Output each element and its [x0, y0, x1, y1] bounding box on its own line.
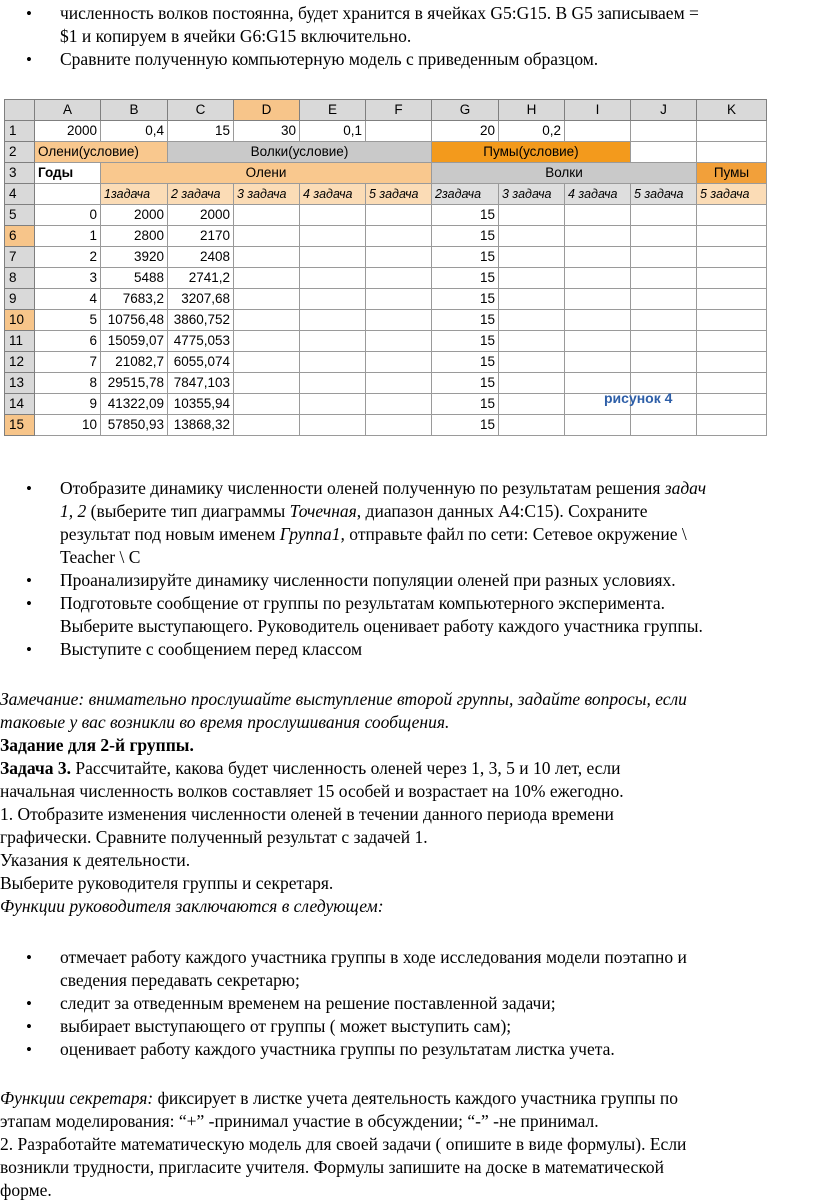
sheet-data-row: [5, 331, 767, 352]
cell-g1[interactable]: 20: [432, 121, 499, 142]
empty-cell[interactable]: [499, 352, 565, 373]
deer-task1-cell[interactable]: 2800: [101, 226, 168, 247]
cell-a1[interactable]: 2000: [35, 121, 101, 142]
empty-cell[interactable]: [300, 331, 366, 352]
row-header[interactable]: 7: [5, 247, 35, 268]
cell-b1[interactable]: 0,4: [101, 121, 168, 142]
cell-c1[interactable]: 15: [168, 121, 234, 142]
year-cell[interactable]: 2: [35, 247, 101, 268]
empty-cell[interactable]: [366, 310, 432, 331]
bullet-item: [0, 946, 816, 992]
task-header-cell[interactable]: 5 задача: [631, 184, 697, 205]
task-header-cell[interactable]: 5 задача: [366, 184, 432, 205]
bullet-item: [0, 1038, 816, 1061]
deer-task1-cell[interactable]: 7683,2: [101, 289, 168, 310]
empty-cell[interactable]: [631, 352, 697, 373]
cell-j2[interactable]: [631, 142, 697, 163]
col-header-c[interactable]: C: [168, 100, 234, 121]
empty-cell[interactable]: [565, 310, 631, 331]
secretary-text: фиксирует в листке учета деятельность каждого участника группы по: [153, 1088, 679, 1108]
empty-cell[interactable]: [565, 352, 631, 373]
empty-cell[interactable]: [565, 247, 631, 268]
sheet-data-row: [5, 247, 767, 268]
bullet-text: , диапазон данных А4:С15). Сохраните: [356, 501, 648, 521]
task-header-cell[interactable]: 3 задача: [499, 184, 565, 205]
bullet-text: сведения передавать секретарю;: [60, 970, 300, 990]
bullet-item: [0, 592, 816, 638]
col-header-h[interactable]: H: [499, 100, 565, 121]
bullet-text: (выберите тип диаграммы: [86, 501, 290, 521]
spreadsheet-figure: [4, 99, 766, 451]
empty-cell[interactable]: [300, 226, 366, 247]
deer-task1-cell[interactable]: 2000: [101, 205, 168, 226]
cell-h1[interactable]: 0,2: [499, 121, 565, 142]
row-header[interactable]: 8: [5, 268, 35, 289]
empty-cell[interactable]: [300, 352, 366, 373]
empty-cell[interactable]: [234, 226, 300, 247]
task3-label: Задача 3.: [0, 758, 72, 778]
wolves-task2-cell[interactable]: 15: [432, 226, 499, 247]
wolves-task2-cell[interactable]: 15: [432, 394, 499, 415]
sheet-row-4: [5, 184, 767, 205]
empty-cell[interactable]: [697, 394, 767, 415]
year-cell[interactable]: 10: [35, 415, 101, 436]
sheet-data-row: [5, 226, 767, 247]
empty-cell[interactable]: [697, 331, 767, 352]
sheet-data-row: [5, 289, 767, 310]
col-header-g[interactable]: G: [432, 100, 499, 121]
bullet-text: результат под новым именем: [60, 524, 280, 544]
deer-task1-cell[interactable]: 15059,07: [101, 331, 168, 352]
sheet-data-row: [5, 415, 767, 436]
deer-task1-cell[interactable]: 41322,09: [101, 394, 168, 415]
empty-cell[interactable]: [565, 289, 631, 310]
sheet-row-2: [5, 142, 767, 163]
empty-cell[interactable]: [631, 268, 697, 289]
final-text: форме.: [0, 1180, 52, 1200]
empty-cell[interactable]: [631, 226, 697, 247]
cell-a4[interactable]: [35, 184, 101, 205]
row-header[interactable]: 6: [5, 226, 35, 247]
leader-bullet-list: [0, 946, 816, 1061]
bullet-text: оценивает работу каждого участника группы по результатам листка учета.: [60, 1039, 615, 1059]
empty-cell[interactable]: [499, 373, 565, 394]
bullet-text: Выберите выступающего. Руководитель оценивает работу каждого участника группы.: [60, 616, 703, 636]
bullet-text: $1 и копируем в ячейки G6:G15 включительно.: [60, 26, 412, 46]
empty-cell[interactable]: [300, 289, 366, 310]
task3-text: Рассчитайте, какова будет численность оленей через 1, 3, 5 и 10 лет, если: [71, 758, 621, 778]
col-header-k[interactable]: K: [697, 100, 767, 121]
cell-k2[interactable]: [697, 142, 767, 163]
sheet-row-3: [5, 163, 767, 184]
task-header-cell[interactable]: 4 задача: [565, 184, 631, 205]
empty-cell[interactable]: [499, 268, 565, 289]
years-header-cell[interactable]: Годы: [35, 163, 101, 184]
task-heading: Задание для 2-й группы.: [0, 735, 194, 755]
remark-line: таковые у вас возникли во время прослушивания сообщения.: [0, 712, 450, 732]
empty-cell[interactable]: [565, 226, 631, 247]
row-header[interactable]: 1: [5, 121, 35, 142]
row-header[interactable]: 4: [5, 184, 35, 205]
deer-task1-cell[interactable]: 29515,78: [101, 373, 168, 394]
deer-task2-cell[interactable]: 7847,103: [168, 373, 234, 394]
empty-cell[interactable]: [234, 415, 300, 436]
task-header-cell[interactable]: 4 задача: [300, 184, 366, 205]
bullet-text: Teacher \ C: [60, 547, 141, 567]
deer-task2-cell[interactable]: 3860,752: [168, 310, 234, 331]
task3-text: Выберите руководителя группы и секретаря.: [0, 873, 334, 893]
spreadsheet-grid: [4, 99, 767, 436]
deer-task2-cell[interactable]: 6055,074: [168, 352, 234, 373]
wolves-task2-cell[interactable]: 15: [432, 373, 499, 394]
empty-cell[interactable]: [697, 205, 767, 226]
final-text: 2. Разработайте математическую модель для своей задачи ( опишите в виде формулы). Если: [0, 1134, 687, 1154]
year-cell[interactable]: 1: [35, 226, 101, 247]
cell-e1[interactable]: 0,1: [300, 121, 366, 142]
row-header[interactable]: 15: [5, 415, 35, 436]
secretary-line: [0, 1087, 816, 1110]
empty-cell[interactable]: [697, 415, 767, 436]
year-cell[interactable]: 6: [35, 331, 101, 352]
task-header-cell[interactable]: 3 задача: [234, 184, 300, 205]
empty-cell[interactable]: [499, 289, 565, 310]
empty-cell[interactable]: [499, 331, 565, 352]
empty-cell[interactable]: [697, 310, 767, 331]
wolves-task2-cell[interactable]: 15: [432, 247, 499, 268]
bullet-text: Подготовьте сообщение от группы по результатам компьютерного эксперимента.: [60, 593, 666, 613]
empty-cell[interactable]: [697, 289, 767, 310]
task-header-cell[interactable]: 1задача: [101, 184, 168, 205]
deer-task2-cell[interactable]: 3207,68: [168, 289, 234, 310]
year-cell[interactable]: 8: [35, 373, 101, 394]
empty-cell[interactable]: [234, 310, 300, 331]
year-cell[interactable]: 9: [35, 394, 101, 415]
column-header-row: [5, 100, 767, 121]
empty-cell[interactable]: [234, 331, 300, 352]
empty-cell[interactable]: [565, 331, 631, 352]
wolves-task2-cell[interactable]: 15: [432, 205, 499, 226]
empty-cell[interactable]: [499, 310, 565, 331]
task-header-cell[interactable]: 5 задача: [697, 184, 767, 205]
empty-cell[interactable]: [366, 205, 432, 226]
bullet-item: [0, 48, 816, 71]
row-header[interactable]: 12: [5, 352, 35, 373]
col-header-j[interactable]: J: [631, 100, 697, 121]
wolves-task2-cell[interactable]: 15: [432, 289, 499, 310]
empty-cell[interactable]: [234, 289, 300, 310]
remark-line: Замечание: внимательно прослушайте выступление второй группы, задайте вопросы, если: [0, 689, 687, 709]
empty-cell[interactable]: [366, 289, 432, 310]
row-header[interactable]: 10: [5, 310, 35, 331]
row-header[interactable]: 9: [5, 289, 35, 310]
deer-task2-cell[interactable]: 13868,32: [168, 415, 234, 436]
wolves-task2-cell[interactable]: 15: [432, 268, 499, 289]
empty-cell[interactable]: [697, 226, 767, 247]
bullet-text: Выступите с сообщением перед классом: [60, 639, 363, 659]
pumas-header-cell[interactable]: Пумы: [697, 163, 767, 184]
bullet-text: Отобразите динамику численности оленей полученную по результатам решения: [60, 478, 665, 498]
task3-line: [0, 757, 816, 780]
bullet-text: отправьте файл по сети: Сетевое окружение \: [344, 524, 687, 544]
empty-cell[interactable]: [300, 373, 366, 394]
empty-cell[interactable]: [499, 394, 565, 415]
row-header[interactable]: 2: [5, 142, 35, 163]
empty-cell[interactable]: [366, 394, 432, 415]
task3-text: начальная численность волков составляет 15 особей и возрастает на 10% ежегодно.: [0, 781, 624, 801]
empty-cell[interactable]: [499, 247, 565, 268]
sheet-data-row: [5, 268, 767, 289]
leader-heading: Функции руководителя заключаются в следующем:: [0, 896, 384, 916]
bullet-item: [0, 569, 816, 592]
deer-header-cell[interactable]: Олени: [101, 163, 432, 184]
empty-cell[interactable]: [300, 394, 366, 415]
row-header[interactable]: 14: [5, 394, 35, 415]
condition-pumas-cell[interactable]: Пумы(условие): [432, 142, 631, 163]
empty-cell[interactable]: [631, 310, 697, 331]
empty-cell[interactable]: [499, 226, 565, 247]
empty-cell[interactable]: [697, 352, 767, 373]
empty-cell[interactable]: [631, 331, 697, 352]
empty-cell[interactable]: [234, 352, 300, 373]
wolves-task2-cell[interactable]: 15: [432, 331, 499, 352]
wolves-header-cell[interactable]: Волки: [432, 163, 697, 184]
bullet-text-italic: Точечная: [289, 501, 357, 521]
empty-cell[interactable]: [234, 247, 300, 268]
empty-cell[interactable]: [631, 205, 697, 226]
empty-cell[interactable]: [300, 205, 366, 226]
cell-f1[interactable]: [366, 121, 432, 142]
top-bullet-list: [0, 2, 816, 71]
deer-task1-cell[interactable]: 5488: [101, 268, 168, 289]
empty-cell[interactable]: [697, 268, 767, 289]
deer-task2-cell[interactable]: 4775,053: [168, 331, 234, 352]
bullet-item: [0, 477, 816, 569]
bullet-text: отмечает работу каждого участника группы в ходе исследования модели поэтапно и: [60, 947, 687, 967]
mid-bullet-list: [0, 477, 816, 661]
sheet-row-1: [5, 121, 767, 142]
empty-cell[interactable]: [565, 268, 631, 289]
secretary-label: Функции секретаря:: [0, 1088, 154, 1108]
condition-deer-cell[interactable]: Олени(условие): [35, 142, 168, 163]
row-header[interactable]: 5: [5, 205, 35, 226]
deer-task2-cell[interactable]: 2170: [168, 226, 234, 247]
bullet-item: [0, 638, 816, 661]
empty-cell[interactable]: [499, 415, 565, 436]
deer-task2-cell[interactable]: 10355,94: [168, 394, 234, 415]
empty-cell[interactable]: [366, 331, 432, 352]
cell-j1[interactable]: [631, 121, 697, 142]
empty-cell[interactable]: [631, 247, 697, 268]
empty-cell[interactable]: [565, 205, 631, 226]
sheet-data-row: [5, 310, 767, 331]
sheet-data-row: [5, 205, 767, 226]
empty-cell[interactable]: [366, 226, 432, 247]
empty-cell[interactable]: [631, 415, 697, 436]
bullet-text: численность волков постоянна, будет хранится в ячейках G5:G15. В G5 записываем =: [60, 3, 699, 23]
empty-cell[interactable]: [366, 247, 432, 268]
empty-cell[interactable]: [366, 373, 432, 394]
empty-cell[interactable]: [234, 268, 300, 289]
wolves-task2-cell[interactable]: 15: [432, 352, 499, 373]
col-header-f[interactable]: F: [366, 100, 432, 121]
bullet-text: Сравните полученную компьютерную модель с приведенным образцом.: [60, 49, 599, 69]
task3-text: Указания к деятельности.: [0, 850, 191, 870]
empty-cell[interactable]: [366, 268, 432, 289]
sheet-data-row: [5, 352, 767, 373]
empty-cell[interactable]: [234, 205, 300, 226]
wolves-task2-cell[interactable]: 15: [432, 415, 499, 436]
wolves-task2-cell[interactable]: 15: [432, 310, 499, 331]
deer-task1-cell[interactable]: 21082,7: [101, 352, 168, 373]
col-header-d[interactable]: D: [234, 100, 300, 121]
bullet-text: Проанализируйте динамику численности популяции оленей при разных условиях.: [60, 570, 676, 590]
empty-cell[interactable]: [300, 415, 366, 436]
empty-cell[interactable]: [697, 247, 767, 268]
secretary-section: [0, 1087, 816, 1202]
deer-task1-cell[interactable]: 3920: [101, 247, 168, 268]
final-text: возникли трудности, пригласите учителя. Формулы запишите на доске в математической: [0, 1157, 665, 1177]
year-cell[interactable]: 0: [35, 205, 101, 226]
task-header-cell[interactable]: 2 задача: [168, 184, 234, 205]
corner-cell[interactable]: [5, 100, 35, 121]
bullet-item: [0, 1015, 816, 1038]
empty-cell[interactable]: [366, 415, 432, 436]
bullet-item: [0, 2, 816, 48]
cell-k1[interactable]: [697, 121, 767, 142]
empty-cell[interactable]: [565, 415, 631, 436]
row-header[interactable]: 13: [5, 373, 35, 394]
row-header[interactable]: 11: [5, 331, 35, 352]
secretary-text: этапам моделирования: “+” -принимал участие в обсуждении; “-” -не принимал.: [0, 1111, 599, 1131]
task3-text: 1. Отобразите изменения численности оленей в течении данного периода времени: [0, 804, 614, 824]
col-header-e[interactable]: E: [300, 100, 366, 121]
bullet-item: [0, 992, 816, 1015]
row-header[interactable]: 3: [5, 163, 35, 184]
task3-text: графически. Сравните полученный результат с задачей 1.: [0, 827, 428, 847]
bullet-text-italic: задач: [664, 478, 707, 498]
bullet-text: выбирает выступающего от группы ( может выступить сам);: [60, 1016, 512, 1036]
deer-task1-cell[interactable]: 10756,48: [101, 310, 168, 331]
col-header-i[interactable]: I: [565, 100, 631, 121]
empty-cell[interactable]: [697, 373, 767, 394]
task-section: [0, 688, 816, 918]
empty-cell[interactable]: [499, 205, 565, 226]
empty-cell[interactable]: [366, 352, 432, 373]
bullet-text-italic: 1, 2: [60, 501, 87, 521]
empty-cell[interactable]: [300, 247, 366, 268]
deer-task2-cell[interactable]: 2741,2: [168, 268, 234, 289]
col-header-a[interactable]: A: [35, 100, 101, 121]
bullet-text: следит за отведенным временем на решение поставленной задачи;: [60, 993, 556, 1013]
cell-i1[interactable]: [565, 121, 631, 142]
year-cell[interactable]: 3: [35, 268, 101, 289]
col-header-b[interactable]: B: [101, 100, 168, 121]
empty-cell[interactable]: [631, 289, 697, 310]
cell-d1[interactable]: 30: [234, 121, 300, 142]
empty-cell[interactable]: [234, 373, 300, 394]
empty-cell[interactable]: [300, 268, 366, 289]
empty-cell[interactable]: [300, 310, 366, 331]
deer-task2-cell[interactable]: 2408: [168, 247, 234, 268]
deer-task2-cell[interactable]: 2000: [168, 205, 234, 226]
figure-label: рисунок 4: [604, 390, 673, 406]
year-cell[interactable]: 4: [35, 289, 101, 310]
bullet-text-italic: Группа1,: [279, 524, 345, 544]
year-cell[interactable]: 5: [35, 310, 101, 331]
deer-task1-cell[interactable]: 57850,93: [101, 415, 168, 436]
task-header-cell[interactable]: 2задача: [432, 184, 499, 205]
condition-wolves-cell[interactable]: Волки(условие): [168, 142, 432, 163]
year-cell[interactable]: 7: [35, 352, 101, 373]
empty-cell[interactable]: [234, 394, 300, 415]
